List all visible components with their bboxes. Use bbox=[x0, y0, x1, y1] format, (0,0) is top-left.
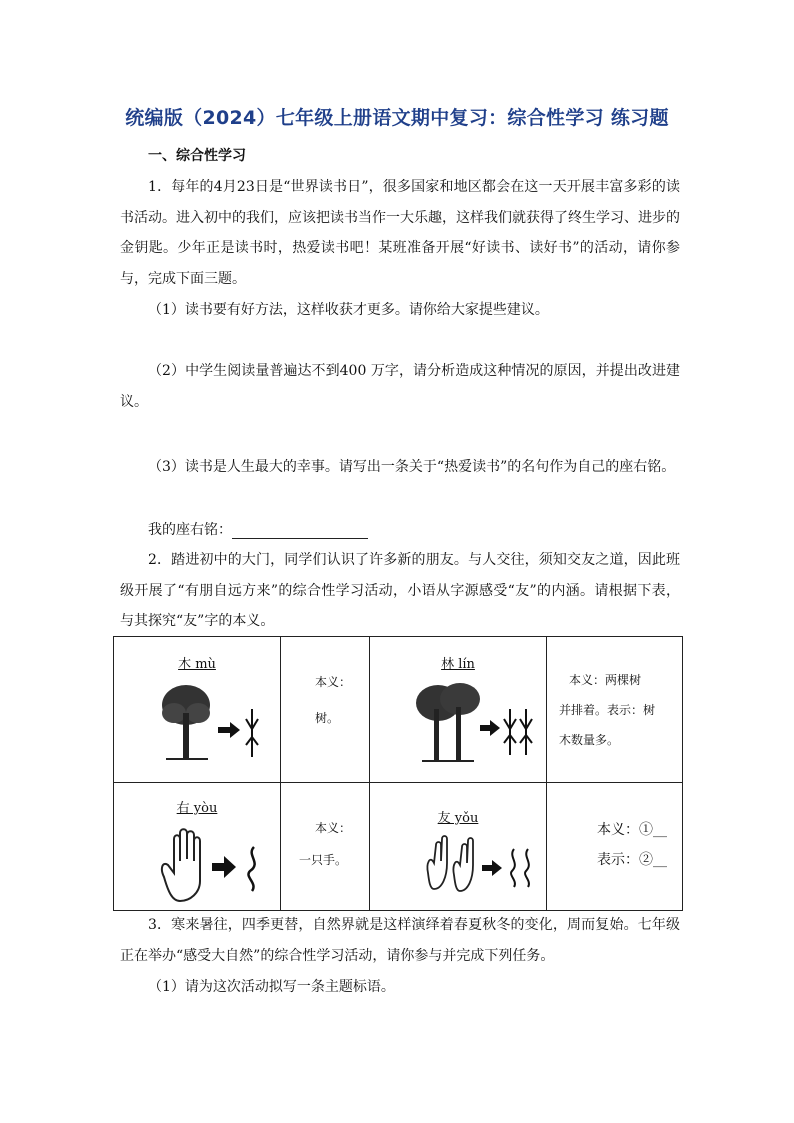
q1-intro: 1．每年的4月23日是“世界读书日”，很多国家和地区都会在这一天开展丰富多彩的读书活动。进入初中的我们，应该把读书当作一大乐趣，这样我们就获得了终生学习、进步的金钥匙。少年正是读书时，热爱读书吧！某班准备开展“好读书、读好书”的活动，请你参与，完成下面三题。 bbox=[120, 179, 680, 287]
q3-sub1: （1）请为这次活动拟写一条主题标语。 bbox=[148, 979, 395, 995]
you-right-caption: 右 yòu bbox=[176, 801, 218, 816]
you-right-cell bbox=[114, 783, 281, 911]
lin-meaning-cell bbox=[547, 637, 683, 783]
section-heading: 一、综合性学习 bbox=[148, 148, 246, 164]
you-right-meaning-2: 一只手。 bbox=[299, 853, 348, 867]
mu-meaning-cell bbox=[281, 637, 370, 783]
lin-caption: 林 lín bbox=[441, 657, 475, 672]
mu-caption: 木 mù bbox=[178, 657, 216, 672]
motto-line bbox=[148, 519, 368, 539]
q1-sub3: （3）读书是人生最大的幸事。请写出一条关于“热爱读书”的名句作为自己的座右铭。 bbox=[148, 459, 676, 475]
trees-icon bbox=[416, 681, 546, 767]
you-right-meaning-cell bbox=[281, 783, 370, 911]
motto-blank[interactable] bbox=[232, 522, 368, 539]
mu-cell bbox=[114, 637, 281, 783]
lin-meaning-3: 木数量多。 bbox=[559, 733, 620, 747]
you-friend-answer-2[interactable]: 表示：②__ bbox=[597, 852, 667, 868]
q1-sub1: （1）读书要有好方法，这样收获才更多。请你给大家提些建议。 bbox=[148, 302, 549, 318]
mu-meaning-2: 树。 bbox=[315, 711, 340, 725]
document-title: 统编版（2024）七年级上册语文期中复习：综合性学习 练习题 bbox=[125, 107, 669, 129]
tree-icon bbox=[158, 683, 278, 763]
you-friend-cell bbox=[370, 783, 547, 911]
character-origin-table bbox=[113, 636, 683, 911]
you-friend-answer-cell bbox=[547, 783, 683, 911]
you-friend-caption: 友 yǒu bbox=[437, 811, 479, 826]
lin-cell bbox=[370, 637, 547, 783]
motto-label: 我的座右铭： bbox=[148, 522, 232, 538]
q2-intro: 2．踏进初中的大门，同学们认识了许多新的朋友。与人交往，须知交友之道，因此班级开展了“有朋自远方来”的综合性学习活动，小语从字源感受“友”的内涵。请根据下表，与其探究“友”字的本义。 bbox=[120, 552, 680, 629]
lin-meaning-1: 本义：两棵树 bbox=[569, 673, 642, 687]
you-friend-answer-1[interactable]: 本义：①__ bbox=[597, 822, 667, 838]
lin-meaning-2: 并排着。表示：树 bbox=[559, 703, 656, 717]
two-hands-icon bbox=[424, 833, 544, 903]
mu-meaning-1: 本义： bbox=[315, 675, 352, 689]
hand-icon bbox=[154, 825, 279, 905]
q1-sub2: （2）中学生阅读量普遍达不到400 万字，请分析造成这种情况的原因，并提出改进建议。 bbox=[120, 363, 680, 410]
you-right-meaning-1: 本义： bbox=[315, 821, 352, 835]
q3-intro: 3．寒来暑往，四季更替，自然界就是这样演绎着春夏秋冬的变化，周而复始。七年级正在举办“感受大自然”的综合性学习活动，请你参与并完成下列任务。 bbox=[120, 917, 680, 964]
